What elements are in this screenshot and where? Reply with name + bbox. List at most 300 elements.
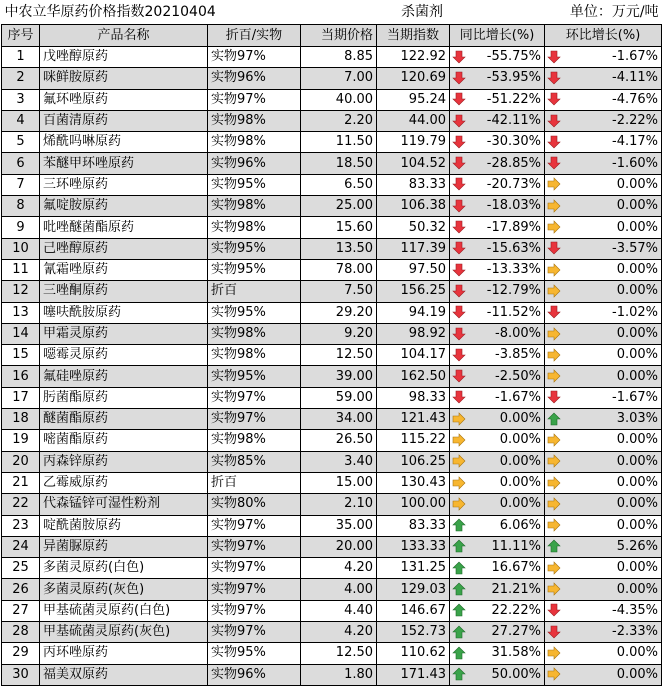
index-cell: 95.24 [377, 89, 450, 110]
mom-cell: -4.11% [563, 68, 662, 89]
yoy-cell: 16.67% [468, 558, 545, 579]
spec-cell: 实物95% [208, 174, 301, 195]
mom-cell: -1.02% [563, 302, 662, 323]
row-number: 24 [2, 536, 40, 557]
table-row [2, 47, 662, 68]
product-name: 己唑醇原药 [40, 238, 208, 259]
mom-cell: 0.00% [563, 494, 662, 515]
yoy-cell: 21.21% [468, 579, 545, 600]
index-cell: 97.50 [377, 259, 450, 280]
mom-arrow-flat-icon [545, 281, 563, 302]
yoy-cell: 0.00% [468, 430, 545, 451]
mom-arrow-flat-icon [545, 558, 563, 579]
yoy-cell: 0.00% [468, 409, 545, 430]
mom-arrow-flat-icon [545, 472, 563, 493]
spec-cell: 折百 [208, 472, 301, 493]
product-name: 甲霜灵原药 [40, 323, 208, 344]
product-name: 噁霉灵原药 [40, 345, 208, 366]
product-name: 乙霉威原药 [40, 472, 208, 493]
index-cell: 146.67 [377, 600, 450, 621]
price-cell: 59.00 [301, 387, 377, 408]
header-row [2, 25, 662, 47]
product-name: 氟环唑原药 [40, 89, 208, 110]
spec-cell: 实物97% [208, 387, 301, 408]
mom-cell: 0.00% [563, 472, 662, 493]
row-number: 16 [2, 366, 40, 387]
spec-cell: 实物98% [208, 217, 301, 238]
yoy-arrow-down-icon [450, 302, 468, 323]
table-row [2, 430, 662, 451]
price-cell: 13.50 [301, 238, 377, 259]
row-number: 1 [2, 47, 40, 68]
mom-arrow-flat-icon [545, 174, 563, 195]
spec-cell: 实物98% [208, 323, 301, 344]
index-cell: 120.69 [377, 68, 450, 89]
product-name: 氟硅唑原药 [40, 366, 208, 387]
yoy-cell: 0.00% [468, 494, 545, 515]
mom-arrow-flat-icon [545, 323, 563, 344]
product-name: 氟啶胺原药 [40, 196, 208, 217]
mom-cell: 0.00% [563, 281, 662, 302]
product-name: 丙环唑原药 [40, 643, 208, 664]
mom-arrow-down-icon [545, 132, 563, 153]
row-number: 4 [2, 110, 40, 131]
row-number: 20 [2, 451, 40, 472]
col-header-spec: 折百/实物 [208, 25, 301, 47]
spec-cell: 实物96% [208, 153, 301, 174]
mom-cell: -4.35% [563, 600, 662, 621]
yoy-cell: 11.11% [468, 536, 545, 557]
table-row [2, 259, 662, 280]
mom-arrow-down-icon [545, 600, 563, 621]
table-row [2, 302, 662, 323]
row-number: 23 [2, 515, 40, 536]
index-cell: 110.62 [377, 643, 450, 664]
row-number: 12 [2, 281, 40, 302]
yoy-cell: -13.33% [468, 259, 545, 280]
price-cell: 3.40 [301, 451, 377, 472]
yoy-cell: -1.67% [468, 387, 545, 408]
mom-arrow-flat-icon [545, 451, 563, 472]
yoy-cell: 27.27% [468, 622, 545, 643]
spec-cell: 实物98% [208, 430, 301, 451]
col-header-yoy: 同比增长(%) [450, 25, 545, 47]
index-cell: 106.25 [377, 451, 450, 472]
mom-arrow-flat-icon [545, 430, 563, 451]
yoy-arrow-down-icon [450, 110, 468, 131]
price-cell: 18.50 [301, 153, 377, 174]
mom-cell: -1.60% [563, 153, 662, 174]
table-row [2, 472, 662, 493]
mom-arrow-flat-icon [545, 664, 563, 685]
yoy-arrow-flat-icon [450, 430, 468, 451]
row-number: 28 [2, 622, 40, 643]
yoy-cell: -55.75% [468, 47, 545, 68]
col-header-price: 当期价格 [301, 25, 377, 47]
table-row [2, 68, 662, 89]
yoy-cell: 0.00% [468, 472, 545, 493]
table-row [2, 174, 662, 195]
yoy-cell: -30.30% [468, 132, 545, 153]
yoy-arrow-up-icon [450, 536, 468, 557]
price-cell: 39.00 [301, 366, 377, 387]
mom-cell: 0.00% [563, 515, 662, 536]
price-cell: 1.80 [301, 664, 377, 685]
yoy-arrow-down-icon [450, 132, 468, 153]
yoy-cell: -51.22% [468, 89, 545, 110]
mom-cell: 0.00% [563, 174, 662, 195]
yoy-arrow-down-icon [450, 153, 468, 174]
spec-cell: 实物97% [208, 89, 301, 110]
product-name: 百菌清原药 [40, 110, 208, 131]
table-row [2, 494, 662, 515]
row-number: 14 [2, 323, 40, 344]
col-header-name: 产品名称 [40, 25, 208, 47]
col-header-index: 当期指数 [377, 25, 450, 47]
mom-cell: 0.00% [563, 451, 662, 472]
yoy-arrow-up-icon [450, 643, 468, 664]
spec-cell: 实物97% [208, 409, 301, 430]
table-row [2, 643, 662, 664]
product-name: 咪鲜胺原药 [40, 68, 208, 89]
price-cell: 26.50 [301, 430, 377, 451]
mom-cell: 0.00% [563, 217, 662, 238]
mom-cell: -2.33% [563, 622, 662, 643]
yoy-arrow-up-icon [450, 558, 468, 579]
row-number: 18 [2, 409, 40, 430]
price-cell: 15.00 [301, 472, 377, 493]
spec-cell: 实物98% [208, 110, 301, 131]
index-cell: 156.25 [377, 281, 450, 302]
price-cell: 4.20 [301, 622, 377, 643]
spec-cell: 实物98% [208, 132, 301, 153]
price-cell: 34.00 [301, 409, 377, 430]
category-label: 杀菌剂 [377, 0, 468, 25]
product-name: 烯酰吗啉原药 [40, 132, 208, 153]
table-row [2, 600, 662, 621]
table-row [2, 89, 662, 110]
table-row [2, 515, 662, 536]
product-name: 多菌灵原药(灰色) [40, 579, 208, 600]
yoy-arrow-down-icon [450, 47, 468, 68]
mom-cell: 0.00% [563, 643, 662, 664]
product-name: 三唑酮原药 [40, 281, 208, 302]
mom-arrow-flat-icon [545, 196, 563, 217]
price-cell: 2.10 [301, 494, 377, 515]
yoy-arrow-down-icon [450, 174, 468, 195]
table-row [2, 132, 662, 153]
mom-arrow-flat-icon [545, 494, 563, 515]
index-cell: 119.79 [377, 132, 450, 153]
spec-cell: 实物96% [208, 664, 301, 685]
product-name: 噻呋酰胺原药 [40, 302, 208, 323]
row-number: 6 [2, 153, 40, 174]
table-row [2, 536, 662, 557]
spec-cell: 实物97% [208, 515, 301, 536]
yoy-arrow-down-icon [450, 196, 468, 217]
yoy-arrow-down-icon [450, 281, 468, 302]
mom-arrow-down-icon [545, 89, 563, 110]
mom-arrow-down-icon [545, 110, 563, 131]
index-cell: 94.19 [377, 302, 450, 323]
mom-arrow-flat-icon [545, 217, 563, 238]
product-name: 甲基硫菌灵原药(白色) [40, 600, 208, 621]
mom-arrow-flat-icon [545, 515, 563, 536]
yoy-arrow-up-icon [450, 579, 468, 600]
mom-cell: 0.00% [563, 196, 662, 217]
price-cell: 12.50 [301, 643, 377, 664]
table-row [2, 153, 662, 174]
row-number: 27 [2, 600, 40, 621]
index-cell: 152.73 [377, 622, 450, 643]
title-row [2, 0, 662, 25]
product-name: 啶酰菌胺原药 [40, 515, 208, 536]
row-number: 26 [2, 579, 40, 600]
table-row [2, 387, 662, 408]
mom-arrow-flat-icon [545, 579, 563, 600]
yoy-cell: -12.79% [468, 281, 545, 302]
spec-cell: 实物98% [208, 345, 301, 366]
mom-arrow-down-icon [545, 302, 563, 323]
col-header-no: 序号 [2, 25, 40, 47]
product-name: 氰霜唑原药 [40, 259, 208, 280]
yoy-arrow-down-icon [450, 259, 468, 280]
yoy-cell: -2.50% [468, 366, 545, 387]
product-name: 甲基硫菌灵原药(灰色) [40, 622, 208, 643]
yoy-cell: -15.63% [468, 238, 545, 259]
price-cell: 25.00 [301, 196, 377, 217]
yoy-arrow-down-icon [450, 68, 468, 89]
table-row [2, 217, 662, 238]
yoy-arrow-down-icon [450, 345, 468, 366]
mom-cell: -4.76% [563, 89, 662, 110]
yoy-arrow-down-icon [450, 238, 468, 259]
mom-cell: -2.22% [563, 110, 662, 131]
table-row [2, 366, 662, 387]
price-cell: 29.20 [301, 302, 377, 323]
table-row [2, 451, 662, 472]
yoy-arrow-up-icon [450, 515, 468, 536]
mom-arrow-down-icon [545, 47, 563, 68]
yoy-arrow-flat-icon [450, 409, 468, 430]
mom-arrow-flat-icon [545, 643, 563, 664]
yoy-arrow-down-icon [450, 366, 468, 387]
product-name: 苯醚甲环唑原药 [40, 153, 208, 174]
price-cell: 2.20 [301, 110, 377, 131]
mom-arrow-up-icon [545, 409, 563, 430]
table-row [2, 281, 662, 302]
yoy-cell: -53.95% [468, 68, 545, 89]
row-number: 8 [2, 196, 40, 217]
yoy-cell: 31.58% [468, 643, 545, 664]
price-cell: 6.50 [301, 174, 377, 195]
product-name: 福美双原药 [40, 664, 208, 685]
spec-cell: 实物95% [208, 643, 301, 664]
row-number: 30 [2, 664, 40, 685]
yoy-arrow-down-icon [450, 323, 468, 344]
index-cell: 162.50 [377, 366, 450, 387]
product-name: 吡唑醚菌酯原药 [40, 217, 208, 238]
price-cell: 40.00 [301, 89, 377, 110]
mom-cell: 0.00% [563, 259, 662, 280]
index-cell: 130.43 [377, 472, 450, 493]
yoy-cell: 0.00% [468, 451, 545, 472]
product-name: 丙森锌原药 [40, 451, 208, 472]
mom-cell: 0.00% [563, 558, 662, 579]
yoy-arrow-flat-icon [450, 472, 468, 493]
mom-cell: 5.26% [563, 536, 662, 557]
table-row [2, 558, 662, 579]
price-cell: 9.20 [301, 323, 377, 344]
table-row [2, 238, 662, 259]
table-row [2, 622, 662, 643]
index-cell: 83.33 [377, 174, 450, 195]
price-cell: 35.00 [301, 515, 377, 536]
spec-cell: 实物80% [208, 494, 301, 515]
row-number: 22 [2, 494, 40, 515]
spec-cell: 实物95% [208, 302, 301, 323]
index-cell: 131.25 [377, 558, 450, 579]
mom-arrow-down-icon [545, 387, 563, 408]
index-cell: 115.22 [377, 430, 450, 451]
row-number: 2 [2, 68, 40, 89]
yoy-arrow-up-icon [450, 664, 468, 685]
price-cell: 8.85 [301, 47, 377, 68]
spec-cell: 实物97% [208, 47, 301, 68]
yoy-cell: -11.52% [468, 302, 545, 323]
mom-arrow-down-icon [545, 68, 563, 89]
row-number: 17 [2, 387, 40, 408]
row-number: 7 [2, 174, 40, 195]
yoy-cell: -28.85% [468, 153, 545, 174]
index-cell: 104.52 [377, 153, 450, 174]
mom-cell: 0.00% [563, 579, 662, 600]
index-cell: 129.03 [377, 579, 450, 600]
table-row [2, 110, 662, 131]
index-cell: 44.00 [377, 110, 450, 131]
row-number: 5 [2, 132, 40, 153]
mom-cell: 0.00% [563, 430, 662, 451]
product-name: 嘧菌酯原药 [40, 430, 208, 451]
table-row [2, 345, 662, 366]
product-name: 多菌灵原药(白色) [40, 558, 208, 579]
index-cell: 83.33 [377, 515, 450, 536]
index-cell: 106.38 [377, 196, 450, 217]
index-cell: 98.33 [377, 387, 450, 408]
index-cell: 50.32 [377, 217, 450, 238]
mom-cell: 3.03% [563, 409, 662, 430]
row-number: 29 [2, 643, 40, 664]
mom-arrow-flat-icon [545, 366, 563, 387]
row-number: 25 [2, 558, 40, 579]
yoy-cell: -42.11% [468, 110, 545, 131]
product-name: 异菌脲原药 [40, 536, 208, 557]
spec-cell: 实物97% [208, 622, 301, 643]
price-cell: 7.50 [301, 281, 377, 302]
yoy-cell: 6.06% [468, 515, 545, 536]
mom-cell: 0.00% [563, 366, 662, 387]
spec-cell: 实物95% [208, 259, 301, 280]
price-cell: 4.00 [301, 579, 377, 600]
col-header-mom: 环比增长(%) [545, 25, 662, 47]
price-cell: 12.50 [301, 345, 377, 366]
mom-arrow-flat-icon [545, 345, 563, 366]
spec-cell: 实物95% [208, 366, 301, 387]
row-number: 13 [2, 302, 40, 323]
index-cell: 98.92 [377, 323, 450, 344]
row-number: 3 [2, 89, 40, 110]
spec-cell: 实物96% [208, 68, 301, 89]
price-cell: 7.00 [301, 68, 377, 89]
index-cell: 122.92 [377, 47, 450, 68]
yoy-cell: -8.00% [468, 323, 545, 344]
row-number: 11 [2, 259, 40, 280]
index-cell: 121.43 [377, 409, 450, 430]
spec-cell: 实物98% [208, 196, 301, 217]
mom-cell: -1.67% [563, 387, 662, 408]
price-index-table [1, 0, 662, 686]
yoy-cell: -20.73% [468, 174, 545, 195]
yoy-cell: -3.85% [468, 345, 545, 366]
index-cell: 133.33 [377, 536, 450, 557]
price-cell: 4.20 [301, 558, 377, 579]
product-name: 三环唑原药 [40, 174, 208, 195]
price-cell: 20.00 [301, 536, 377, 557]
mom-arrow-up-icon [545, 536, 563, 557]
product-name: 戊唑醇原药 [40, 47, 208, 68]
mom-cell: -3.57% [563, 238, 662, 259]
mom-cell: 0.00% [563, 345, 662, 366]
mom-arrow-down-icon [545, 153, 563, 174]
table-row [2, 196, 662, 217]
mom-arrow-down-icon [545, 238, 563, 259]
yoy-cell: 50.00% [468, 664, 545, 685]
row-number: 15 [2, 345, 40, 366]
yoy-cell: -17.89% [468, 217, 545, 238]
table-row [2, 409, 662, 430]
spec-cell: 实物95% [208, 238, 301, 259]
yoy-arrow-up-icon [450, 622, 468, 643]
mom-cell: 0.00% [563, 664, 662, 685]
mom-cell: -4.17% [563, 132, 662, 153]
spec-cell: 实物97% [208, 600, 301, 621]
index-cell: 171.43 [377, 664, 450, 685]
product-name: 代森锰锌可湿性粉剂 [40, 494, 208, 515]
spec-cell: 实物97% [208, 536, 301, 557]
yoy-arrow-down-icon [450, 217, 468, 238]
table-row [2, 664, 662, 685]
yoy-arrow-up-icon [450, 600, 468, 621]
row-number: 10 [2, 238, 40, 259]
mom-cell: 0.00% [563, 323, 662, 344]
index-cell: 117.39 [377, 238, 450, 259]
mom-arrow-down-icon [545, 622, 563, 643]
mom-arrow-flat-icon [545, 259, 563, 280]
table-row [2, 323, 662, 344]
price-cell: 11.50 [301, 132, 377, 153]
sheet-title: 中农立华原药价格指数20210404 [2, 0, 377, 25]
yoy-cell: -18.03% [468, 196, 545, 217]
row-number: 21 [2, 472, 40, 493]
spec-cell: 折百 [208, 281, 301, 302]
row-number: 19 [2, 430, 40, 451]
unit-label: 单位：万元/吨 [468, 0, 662, 25]
row-number: 9 [2, 217, 40, 238]
index-cell: 100.00 [377, 494, 450, 515]
product-name: 醚菌酯原药 [40, 409, 208, 430]
price-cell: 4.40 [301, 600, 377, 621]
yoy-arrow-down-icon [450, 89, 468, 110]
